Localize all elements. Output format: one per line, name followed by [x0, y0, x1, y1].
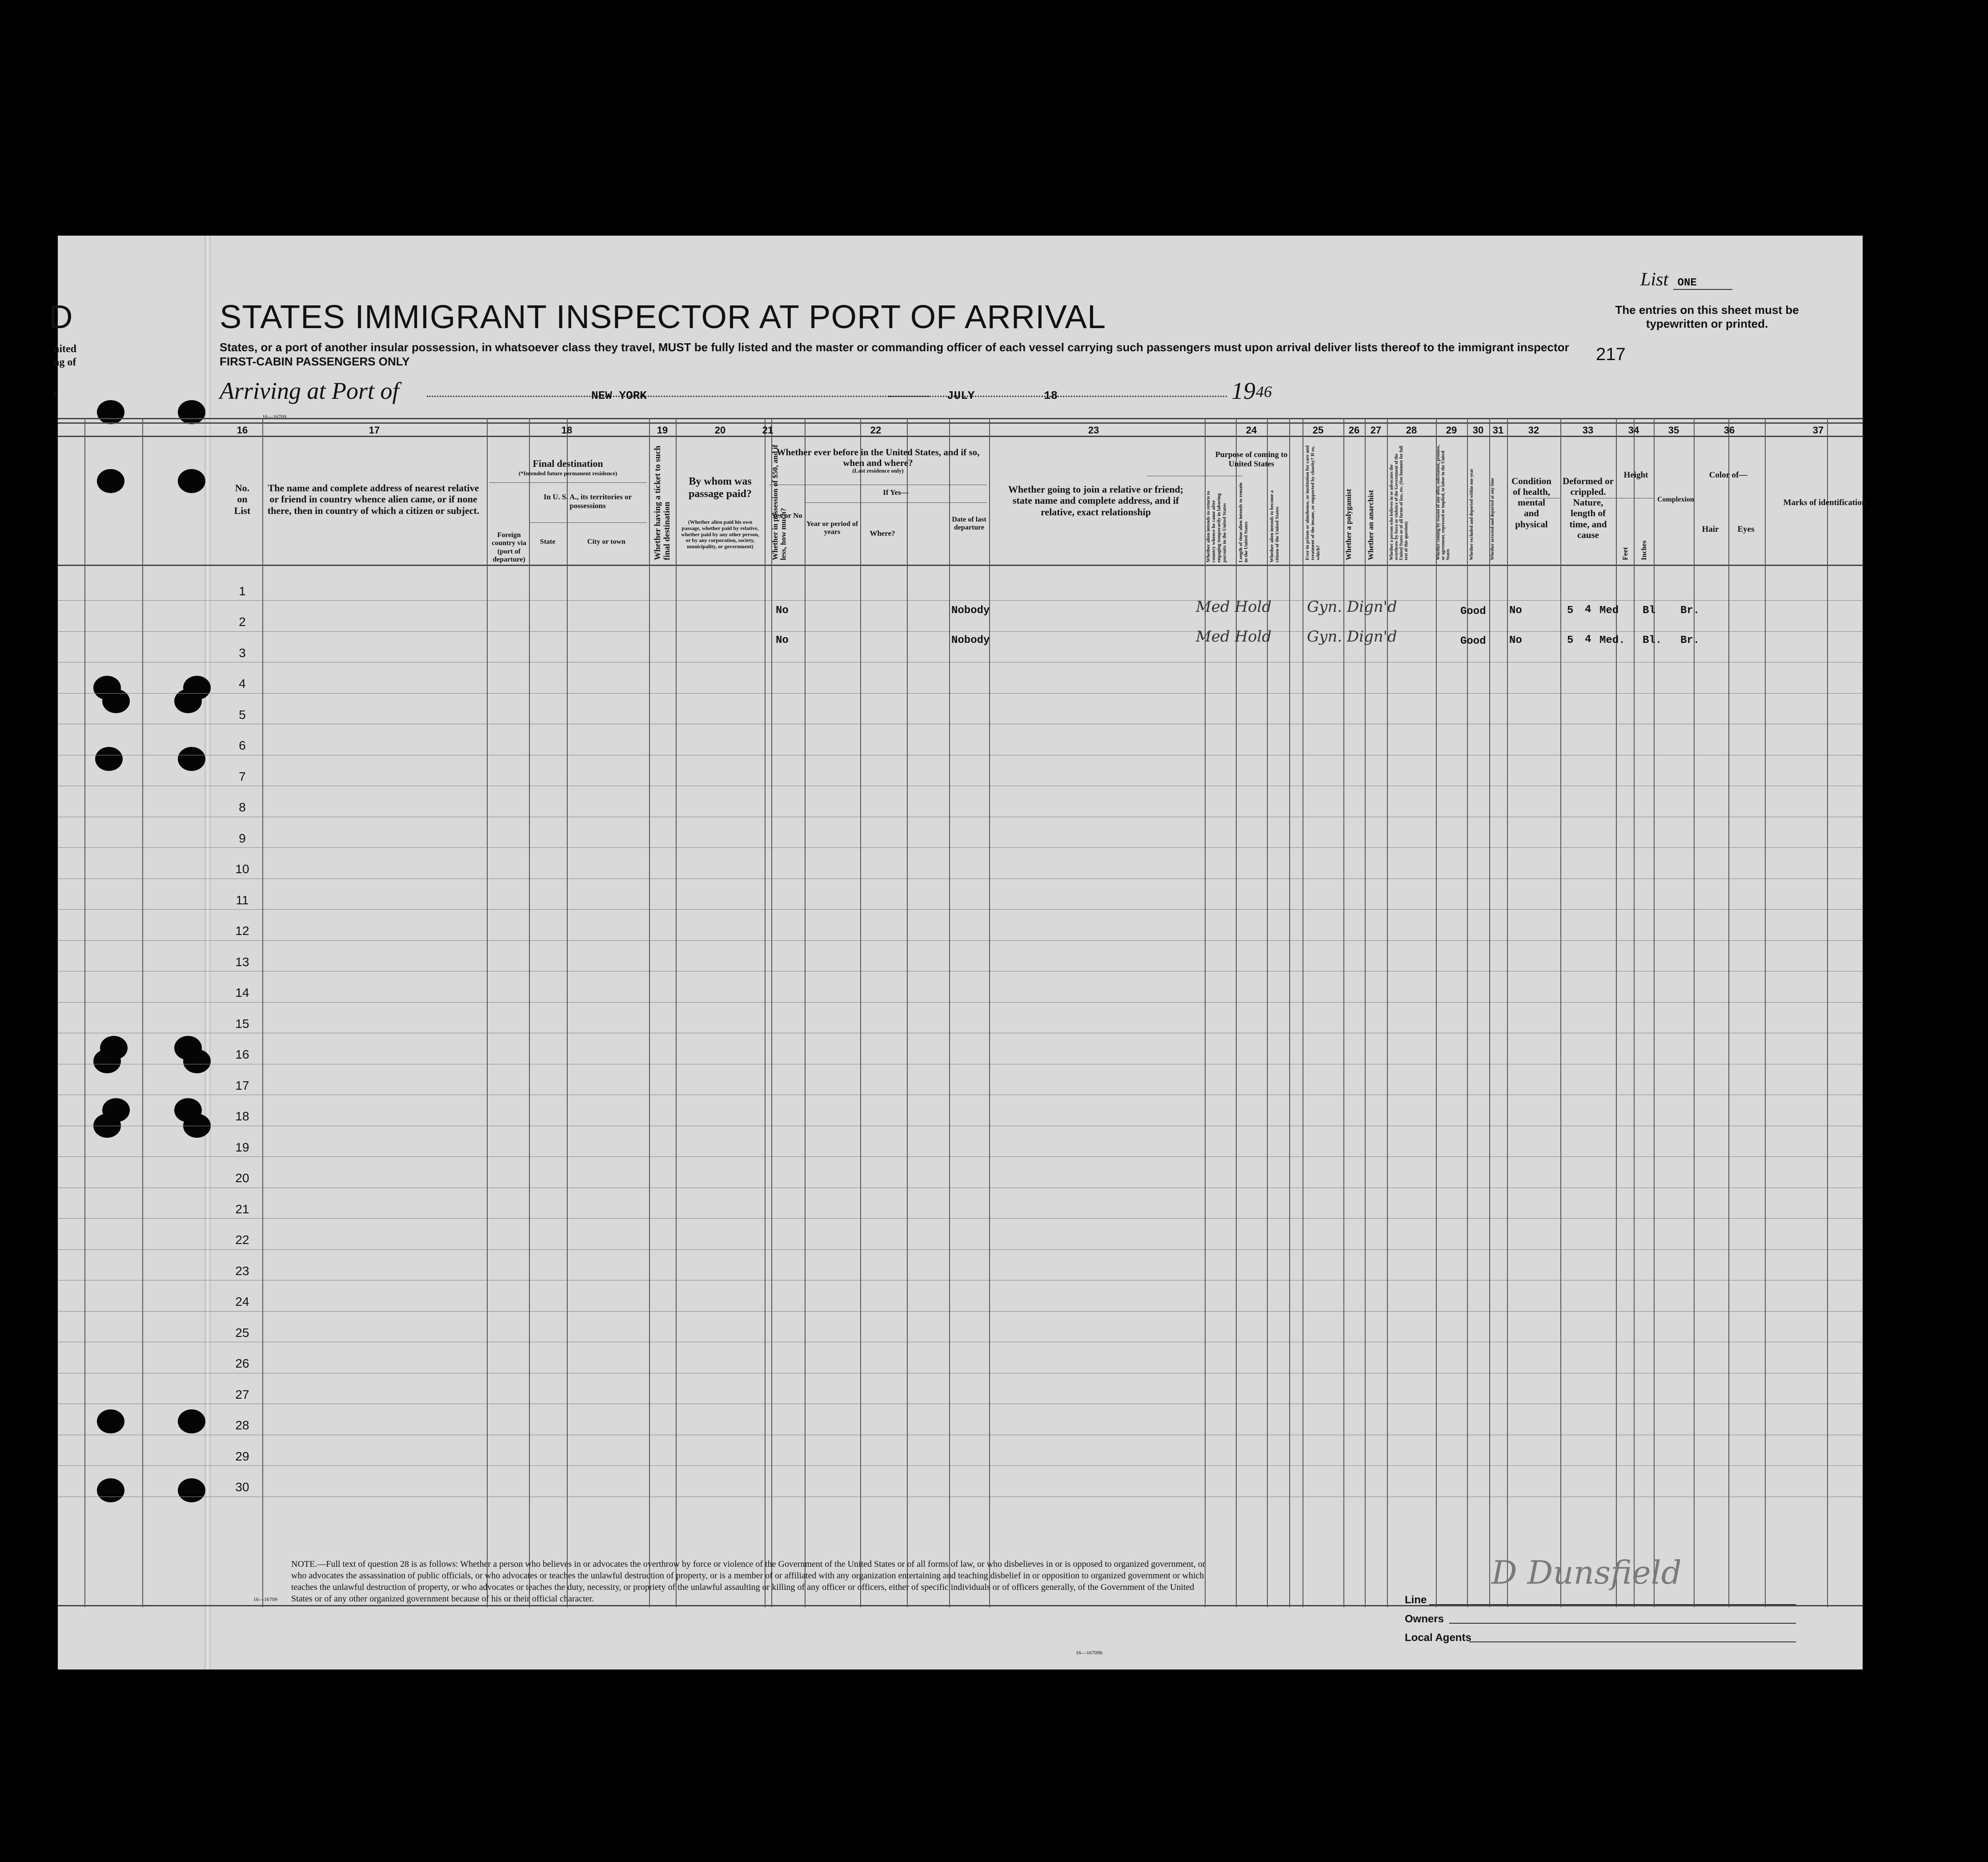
row-number: 8: [239, 800, 246, 815]
entry-hair: Bl: [1643, 605, 1655, 617]
column-line: [1616, 418, 1617, 1607]
column-line: [1467, 418, 1468, 1607]
row-number: 14: [235, 986, 249, 1000]
heading-question-28: Whether a person who believes in or advocates the overthrow by force or violence of the Government of the United States or of all forms of law, etc. (See footnote for full text of this question): [1389, 445, 1409, 560]
row-line: [58, 1156, 1863, 1157]
entry-question-28: Gyn. Dign'd: [1307, 598, 1397, 616]
column-line: [1365, 418, 1366, 1607]
column-number: 31: [1492, 425, 1504, 436]
entry-joining: Nobody: [951, 605, 990, 617]
heading-identification-marks: Marks of identification: [1783, 498, 1867, 507]
column-line: [860, 418, 861, 1607]
c18-sub-rule: [489, 482, 647, 483]
row-number: 20: [235, 1171, 249, 1185]
column-number: 17: [369, 425, 380, 436]
heading-complexion: Complexion: [1657, 496, 1694, 503]
page-crease: [204, 236, 211, 1669]
row-number: 2: [239, 615, 246, 629]
column-number: 26: [1348, 425, 1360, 436]
binding-hole: [93, 1049, 121, 1073]
row-line: [58, 847, 1863, 848]
column-number: 23: [1088, 425, 1099, 436]
column-line: [765, 418, 766, 1607]
binding-hole: [178, 469, 205, 493]
column-line: [1289, 418, 1290, 1607]
question-28-note: NOTE.—Full text of question 28 is as follows: Whether a person who believes in or advocates the overthrow by force or violence of the Government of the United States or of all forms of law, or who disbelieves in or is opposed to organized government, or who advocates the assassination of public officials, or who advocates or teaches the unlawful destruction of property, or is a member of or affiliated with any organization entertaining and teaching disbelief in or opposition to organized government or which teaches the unlawful destruction of property, or who advocates or teaches the duty, necessity, or propriety of the unlawful assaulting or killing of any officer or officers, either of specific individuals or of officers generally, of the Government of the United States or of any other organized government because of his or their official character.: [291, 1559, 1206, 1604]
page-number: 217: [1596, 345, 1626, 364]
column-line: [529, 418, 530, 1607]
column-line: [1827, 418, 1828, 1607]
column-line: [989, 418, 990, 1607]
entry-hair: Bl.: [1643, 634, 1662, 646]
list-value: ONE: [1673, 277, 1732, 290]
form-number: 16—16709: [253, 1596, 277, 1602]
row-number: 1: [239, 584, 246, 598]
form-title: STATES IMMIGRANT INSPECTOR AT PORT OF ARRIVAL: [220, 298, 1106, 335]
row-line: [58, 1465, 1863, 1466]
column-number: 22: [870, 425, 882, 436]
column-number: 28: [1406, 425, 1417, 436]
heading-arrested: Whether arrested and deported at any time: [1490, 478, 1495, 560]
facing-page-letters: D: [49, 298, 73, 335]
row-number: 28: [235, 1418, 249, 1433]
entry-complexion: Med.: [1599, 634, 1625, 646]
entry-before-in-us: No: [776, 634, 789, 646]
row-number: 24: [235, 1295, 249, 1309]
heading-city: City or town: [587, 538, 625, 546]
row-number: 18: [235, 1109, 249, 1124]
column-number: 27: [1370, 425, 1382, 436]
heading-state: State: [540, 538, 556, 546]
owners-label: Owners: [1405, 1613, 1444, 1625]
row-number: 7: [239, 769, 246, 783]
row-line: [58, 1249, 1863, 1250]
entry-complexion: Med: [1599, 605, 1619, 617]
grid-bottom-rule: [58, 1605, 1863, 1606]
binding-hole: [178, 1478, 205, 1502]
entry-feet: 5: [1567, 634, 1574, 646]
column-number: 36: [1723, 425, 1735, 436]
column-line: [1560, 418, 1561, 1607]
entry-deformed: No: [1509, 605, 1522, 617]
column-line: [1236, 418, 1237, 1607]
binding-hole: [97, 469, 124, 493]
heading-color-of: Color of—: [1709, 470, 1748, 480]
heading-polygamist: Whether a polygamist: [1344, 489, 1353, 560]
row-number: 19: [235, 1140, 249, 1154]
heading-labor-offer: Whether coming by reason of any offer, solicitation, promise, or agreement, expressed or implied, to labor in the United States: [1436, 445, 1451, 560]
column-line: [262, 418, 263, 1607]
heading-feet: Feet: [1622, 547, 1629, 560]
entry-inches: 4: [1585, 634, 1591, 646]
row-number: 29: [235, 1449, 249, 1463]
row-number: 25: [235, 1325, 249, 1340]
heading-passage-note: (Whether alien paid his own passage, whether paid by relative, whether paid by any other person, or by any corporation, society, municipality, or government): [681, 519, 759, 550]
binding-hole: [97, 1409, 124, 1433]
port-value: NEW YORK: [591, 389, 647, 402]
binding-hole: [97, 400, 124, 424]
column-number: 29: [1446, 425, 1457, 436]
column-line: [1489, 418, 1490, 1607]
row-number: 22: [235, 1233, 249, 1247]
entries-note: The entries on this sheet must be typewritten or printed.: [1615, 303, 1799, 331]
entry-purpose: Med Hold: [1196, 628, 1272, 646]
entry-question-28: Gyn. Dign'd: [1307, 628, 1397, 646]
local-agents-field: [1469, 1641, 1796, 1642]
column-number: 20: [714, 425, 726, 436]
heading-years: Year or period of years: [806, 520, 858, 536]
binding-hole: [178, 747, 205, 771]
heading-inches: Inches: [1640, 540, 1648, 560]
binding-hole: [183, 1049, 211, 1073]
column-number: 34: [1628, 425, 1639, 436]
row-number: 17: [235, 1078, 249, 1092]
row-line: [58, 940, 1863, 941]
port-field-line: [427, 396, 929, 397]
heading-anarchist: Whether an anarchist: [1367, 490, 1375, 560]
column-line: [1694, 418, 1695, 1607]
column-line: [1765, 418, 1766, 1607]
column-number: 35: [1668, 425, 1679, 436]
arriving-label: Arriving at Port of: [220, 377, 399, 404]
column-line: [1387, 418, 1388, 1607]
heading-final-destination-note: (*Intended future permanent residence): [518, 470, 617, 477]
row-number: 27: [235, 1387, 249, 1401]
row-line: [58, 693, 1863, 694]
entry-eyes: Br.: [1680, 634, 1700, 646]
entry-deformed: No: [1509, 634, 1522, 646]
row-line: [58, 631, 1863, 632]
column-line: [1728, 418, 1729, 1607]
header-bottom-rule: [58, 565, 1863, 566]
facing-page-fragment: s: [53, 388, 58, 399]
row-number: 13: [235, 955, 249, 969]
heading-if-yes: If Yes—: [883, 488, 909, 497]
date-field-line: [889, 396, 1227, 397]
heading-where: Where?: [870, 529, 895, 538]
year-prefix: 19: [1231, 377, 1255, 404]
binding-hole: [178, 1409, 205, 1433]
binding-hole: [97, 1478, 124, 1502]
date-value: JULY 18: [947, 389, 1058, 402]
heading-yes-no: Yes or No: [771, 511, 802, 520]
facing-page-fragment: ng of: [53, 357, 76, 368]
heading-final-destination: Final destination: [533, 458, 603, 469]
entry-feet: 5: [1567, 605, 1574, 617]
column-line: [567, 418, 568, 1607]
entry-health: Good: [1460, 606, 1486, 618]
heading-eyes: Eyes: [1737, 525, 1755, 534]
entry-inches: 4: [1585, 604, 1591, 616]
column-line: [1507, 418, 1508, 1607]
row-number: 21: [235, 1202, 249, 1216]
row-number: 12: [235, 924, 249, 938]
signature: D Dunsfield: [1491, 1554, 1682, 1591]
row-number: 5: [239, 707, 246, 722]
entry-eyes: Br.: [1680, 605, 1700, 617]
heading-before-in-us: Whether ever before in the United States, and if so, when and where?: [776, 447, 980, 469]
grid-top-rule: [58, 418, 1863, 419]
row-line: [58, 1311, 1863, 1312]
heading-excluded: Whether excluded and deported within one year: [1469, 469, 1474, 560]
column-line: [907, 418, 908, 1607]
column-line: [676, 418, 677, 1607]
heading-citizen-intent: Whether alien intends to become a citizen of the United States: [1269, 490, 1280, 562]
row-line: [58, 909, 1863, 910]
entry-health: Good: [1460, 635, 1486, 647]
heading-ticket: Whether having a ticket to such final destination: [653, 445, 672, 560]
facing-page-fragment: nited: [53, 343, 77, 355]
column-line: [649, 418, 650, 1607]
heading-nearest-relative: The name and complete address of nearest relative or friend in country whence alien came, or if none there, then in country of which a citizen or subject.: [267, 482, 480, 516]
column-line: [487, 418, 488, 1607]
footer-form-number: 16—16709b: [1076, 1649, 1102, 1656]
row-line: [58, 1218, 1863, 1219]
column-line: [1634, 418, 1635, 1607]
row-number: 10: [235, 862, 249, 876]
column-line: [949, 418, 950, 1607]
column-number: 16: [236, 425, 248, 436]
heading-in-usa: In U. S. A., its territories or possessions: [543, 493, 632, 510]
heading-last-residence: (Last residence only): [852, 467, 904, 474]
row-number: 11: [236, 893, 249, 907]
entry-before-in-us: No: [776, 605, 789, 617]
row-number: 6: [239, 738, 246, 753]
row-number: 16: [235, 1047, 249, 1062]
heading-date-departure: Date of last departure: [952, 516, 986, 532]
column-number: 24: [1246, 425, 1257, 436]
column-line: [84, 418, 85, 1607]
heading-fifty-dollars: Whether in possession of $50, and if less, how much?: [771, 445, 788, 560]
heading-hair: Hair: [1702, 525, 1719, 534]
heading-prison: Ever in prison or almshouse, or institution for care and treatment of the insane, or supported by charity? If so, which?: [1305, 445, 1321, 560]
heading-health: Condition of health, mental and physical: [1511, 476, 1551, 530]
local-agents-label: Local Agents: [1405, 1632, 1471, 1644]
row-line: [58, 1002, 1863, 1003]
heading-length-of-stay: Length of time alien intends to remain in the United States: [1238, 482, 1249, 562]
column-number: 25: [1312, 425, 1324, 436]
row-number: 4: [239, 677, 246, 691]
heading-passage-paid: By whom was passage paid?: [688, 476, 752, 500]
column-line: [805, 418, 806, 1607]
year-suffix: 46: [1256, 383, 1272, 401]
heading-joining: Whether going to join a relative or friend; state name and complete address, and if relative, exact relationship: [1008, 484, 1184, 518]
binding-hole: [178, 400, 205, 424]
column-line: [771, 418, 772, 1607]
heading-height: Height: [1623, 470, 1648, 480]
form-subtitle: FIRST-CABIN PASSENGERS ONLY: [220, 355, 410, 368]
column-line: [1436, 418, 1437, 1607]
row-number: 15: [235, 1016, 249, 1031]
line-field: [1429, 1604, 1796, 1605]
heading-foreign-country: Foreign country via (port of departure): [492, 531, 526, 564]
column-number: 37: [1812, 425, 1824, 436]
entry-purpose: Med Hold: [1196, 598, 1272, 616]
column-line: [1343, 418, 1344, 1607]
column-line: [1205, 418, 1206, 1607]
column-number: 19: [657, 425, 668, 436]
column-number: 30: [1472, 425, 1484, 436]
form-instruction: States, or a port of another insular possession, in whatsoever class they travel, MUST be fully listed and the master or commanding officer of each vessel carrying such passengers must upon arrival deliver lists thereof to the immigrant inspector: [220, 341, 1569, 354]
heading-return-intent: Whether alien intends to return to country whence he came after engaging temporarily in laboring pursuits in the United States: [1206, 491, 1227, 562]
row-number: 9: [239, 831, 246, 845]
heading-no-on-list: No. on List: [234, 482, 251, 516]
line-label: Line: [1405, 1594, 1427, 1606]
c22-sub-rule: [805, 502, 987, 503]
grid-top-rule: [58, 422, 1863, 424]
row-number: 23: [235, 1264, 249, 1278]
row-number: 3: [239, 646, 246, 660]
form-number: 16—16709: [262, 413, 286, 420]
manifest-sheet: [49, 236, 1867, 1669]
binding-hole: [95, 747, 123, 771]
list-label: List ONE: [1640, 269, 1732, 290]
column-line: [142, 418, 143, 1607]
column-number: 18: [561, 425, 573, 436]
row-number: 26: [235, 1356, 249, 1371]
c18-sub-rule: [529, 522, 647, 523]
column-number: 33: [1582, 425, 1594, 436]
owners-field: [1449, 1623, 1796, 1624]
entry-joining: Nobody: [951, 634, 990, 646]
column-number: 21: [762, 425, 774, 436]
heading-purpose: Purpose of coming to United States: [1215, 450, 1288, 468]
heading-deformed: Deformed or crippled. Nature, length of time, and cause: [1563, 476, 1614, 540]
column-line: [1267, 418, 1268, 1607]
row-number: 30: [235, 1480, 249, 1494]
row-line: [58, 600, 1863, 601]
column-line: [1654, 418, 1655, 1607]
column-number: 32: [1528, 425, 1539, 436]
